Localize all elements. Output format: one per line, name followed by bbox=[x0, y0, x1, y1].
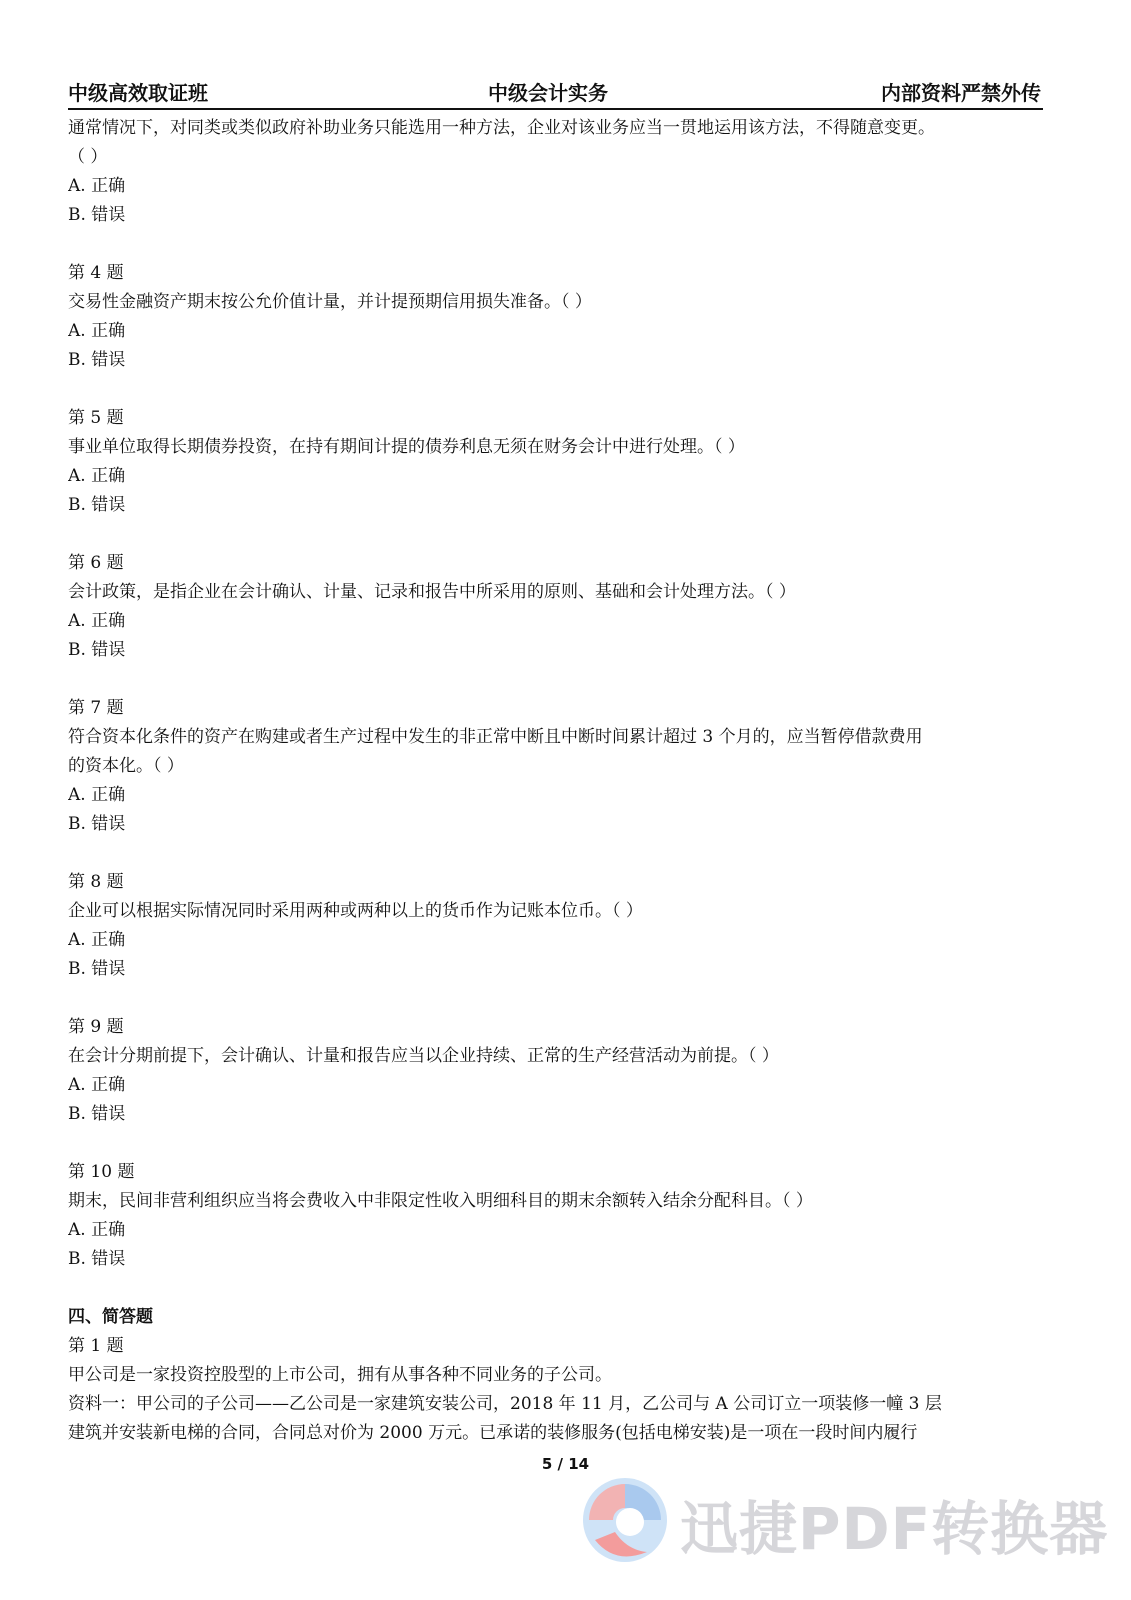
question-title: 第 1 题 bbox=[68, 1336, 124, 1356]
document-body bbox=[68, 114, 1048, 1448]
page-number: 5 / 14 bbox=[541, 1455, 590, 1473]
question-text: 企业可以根据实际情况同时采用两种或两种以上的货币作为记账本位币。（ ） bbox=[68, 901, 643, 921]
header-left-title: 中级高效取证班 bbox=[68, 81, 208, 105]
option-b: B. 错误 bbox=[68, 640, 126, 660]
question-block bbox=[68, 520, 1048, 665]
option-a: A. 正确 bbox=[68, 611, 126, 631]
spacer bbox=[68, 839, 1048, 868]
question-block bbox=[68, 984, 1048, 1129]
page-header bbox=[68, 78, 1043, 110]
question-title: 第 5 题 bbox=[68, 408, 124, 428]
question-text: 通常情况下，对同类或类似政府补助业务只能选用一种方法，企业对该业务应当一贯地运用该方法，不得随意变更。 bbox=[68, 118, 935, 138]
question-text: 事业单位取得长期债券投资，在持有期间计提的债券利息无须在财务会计中进行处理。（ ） bbox=[68, 437, 745, 457]
question-text: 甲公司是一家投资控股型的上市公司，拥有从事各种不同业务的子公司。 bbox=[68, 1365, 612, 1385]
question-block bbox=[68, 665, 1048, 839]
option-a: A. 正确 bbox=[68, 930, 126, 950]
question-text: 的资本化。（ ） bbox=[68, 756, 184, 776]
option-b: B. 错误 bbox=[68, 350, 126, 370]
answer-blank: （ ） bbox=[68, 147, 108, 167]
option-b: B. 错误 bbox=[68, 1249, 126, 1269]
spacer bbox=[68, 375, 1048, 404]
section-title: 四、简答题 bbox=[68, 1307, 153, 1327]
question-text: 期末，民间非营利组织应当将会费收入中非限定性收入明细科目的期末余额转入结余分配科目。（ ） bbox=[68, 1191, 813, 1211]
question-list bbox=[68, 230, 1048, 1274]
question-block bbox=[68, 375, 1048, 520]
question-title: 第 4 题 bbox=[68, 263, 124, 283]
option-a: A. 正确 bbox=[68, 176, 126, 196]
question-text: 会计政策，是指企业在会计确认、计量、记录和报告中所采用的原则、基础和会计处理方法。（ ） bbox=[68, 582, 796, 602]
header-right-title: 内部资料严禁外传 bbox=[881, 81, 1041, 105]
question-title: 第 6 题 bbox=[68, 553, 124, 573]
option-a: A. 正确 bbox=[68, 1075, 126, 1095]
option-b: B. 错误 bbox=[68, 495, 126, 515]
option-a: A. 正确 bbox=[68, 466, 126, 486]
watermark bbox=[575, 1470, 1109, 1570]
option-a: A. 正确 bbox=[68, 785, 126, 805]
watermark-text: 迅捷PDF转换器 bbox=[680, 1495, 1109, 1563]
spacer bbox=[68, 984, 1048, 1013]
question-block bbox=[68, 1129, 1048, 1274]
question-text: 资料一：甲公司的子公司——乙公司是一家建筑安装公司，2018 年 11 月，乙公司与 A 公司订立一项装修一幢 3 层 bbox=[68, 1394, 942, 1414]
spacer bbox=[68, 665, 1048, 694]
spacer bbox=[68, 1274, 1048, 1303]
question-title: 第 9 题 bbox=[68, 1017, 124, 1037]
spacer bbox=[68, 1129, 1048, 1158]
option-b: B. 错误 bbox=[68, 959, 126, 979]
header-center-title: 中级会计实务 bbox=[488, 81, 608, 105]
option-b: B. 错误 bbox=[68, 1104, 126, 1124]
intro-question bbox=[68, 114, 1048, 230]
question-title: 第 10 题 bbox=[68, 1162, 135, 1182]
question-text: 建筑并安装新电梯的合同，合同总对价为 2000 万元。已承诺的装修服务(包括电梯安装)是一项在一段时间内履行 bbox=[68, 1423, 918, 1443]
option-a: A. 正确 bbox=[68, 321, 126, 341]
short-answer-section bbox=[68, 1303, 1048, 1448]
question-title: 第 7 题 bbox=[68, 698, 124, 718]
spacer bbox=[68, 230, 1048, 259]
spacer bbox=[68, 520, 1048, 549]
question-text: 符合资本化条件的资产在购建或者生产过程中发生的非正常中断且中断时间累计超过 3 个月的，应当暂停借款费用 bbox=[68, 727, 923, 747]
question-text: 在会计分期前提下，会计确认、计量和报告应当以企业持续、正常的生产经营活动为前提。（ ） bbox=[68, 1046, 779, 1066]
option-b: B. 错误 bbox=[68, 205, 126, 225]
question-block bbox=[68, 230, 1048, 375]
question-title: 第 8 题 bbox=[68, 872, 124, 892]
question-text: 交易性金融资产期末按公允价值计量，并计提预期信用损失准备。（ ） bbox=[68, 292, 592, 312]
option-a: A. 正确 bbox=[68, 1220, 126, 1240]
option-b: B. 错误 bbox=[68, 814, 126, 834]
xunjie-logo-icon bbox=[575, 1470, 675, 1570]
question-block bbox=[68, 839, 1048, 984]
